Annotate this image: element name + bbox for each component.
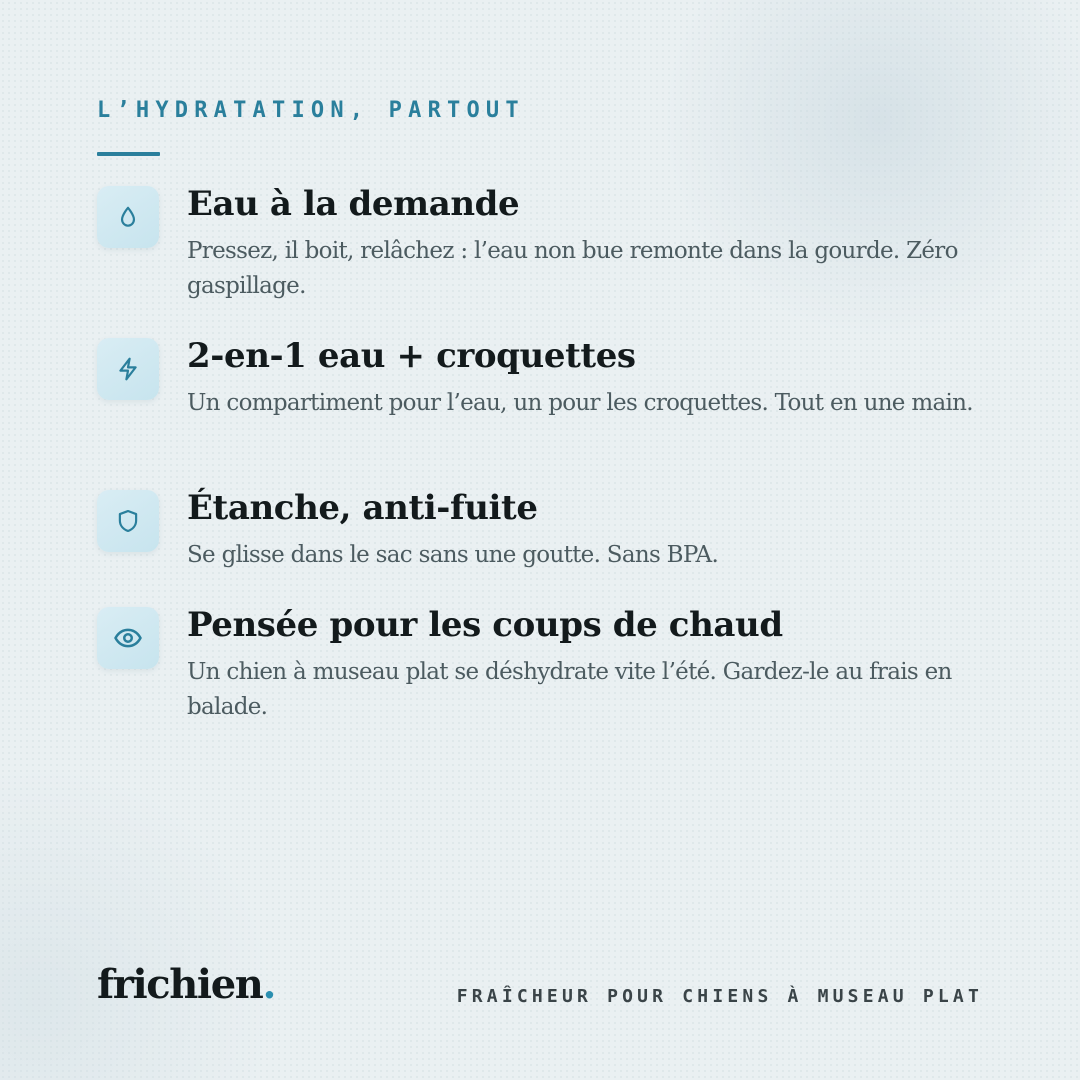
- brand-name: frichien: [97, 961, 263, 1008]
- lightning-icon: [97, 338, 159, 400]
- eye-icon: [97, 607, 159, 669]
- feature-title: 2-en-1 eau + croquettes: [187, 336, 636, 376]
- feature-description: Se glisse dans le sac sans une goutte. Sans BPA.: [187, 542, 719, 568]
- accent-divider: [97, 152, 160, 156]
- feature-description: Un compartiment pour l’eau, un pour les croquettes. Tout en une main.: [187, 390, 973, 416]
- eyebrow-title: L’HYDRATATION, PARTOUT: [97, 98, 525, 123]
- feature-title: Eau à la demande: [187, 184, 520, 224]
- feature-description: Pressez, il boit, relâchez : l’eau non bue remonte dans la gourde. Zéro gaspillage.: [187, 238, 958, 299]
- feature-title: Étanche, anti-fuite: [187, 488, 538, 528]
- feature-title: Pensée pour les coups de chaud: [187, 605, 783, 645]
- brand-dot: .: [262, 961, 275, 1008]
- brand-logo: [97, 960, 275, 1010]
- feature-description: Un chien à museau plat se déshydrate vite l’été. Gardez-le au frais en balade.: [187, 659, 952, 720]
- brand-tagline: FRAÎCHEUR POUR CHIENS À MUSEAU PLAT: [456, 986, 983, 1007]
- water-drop-icon: [97, 186, 159, 248]
- shield-icon: [97, 490, 159, 552]
